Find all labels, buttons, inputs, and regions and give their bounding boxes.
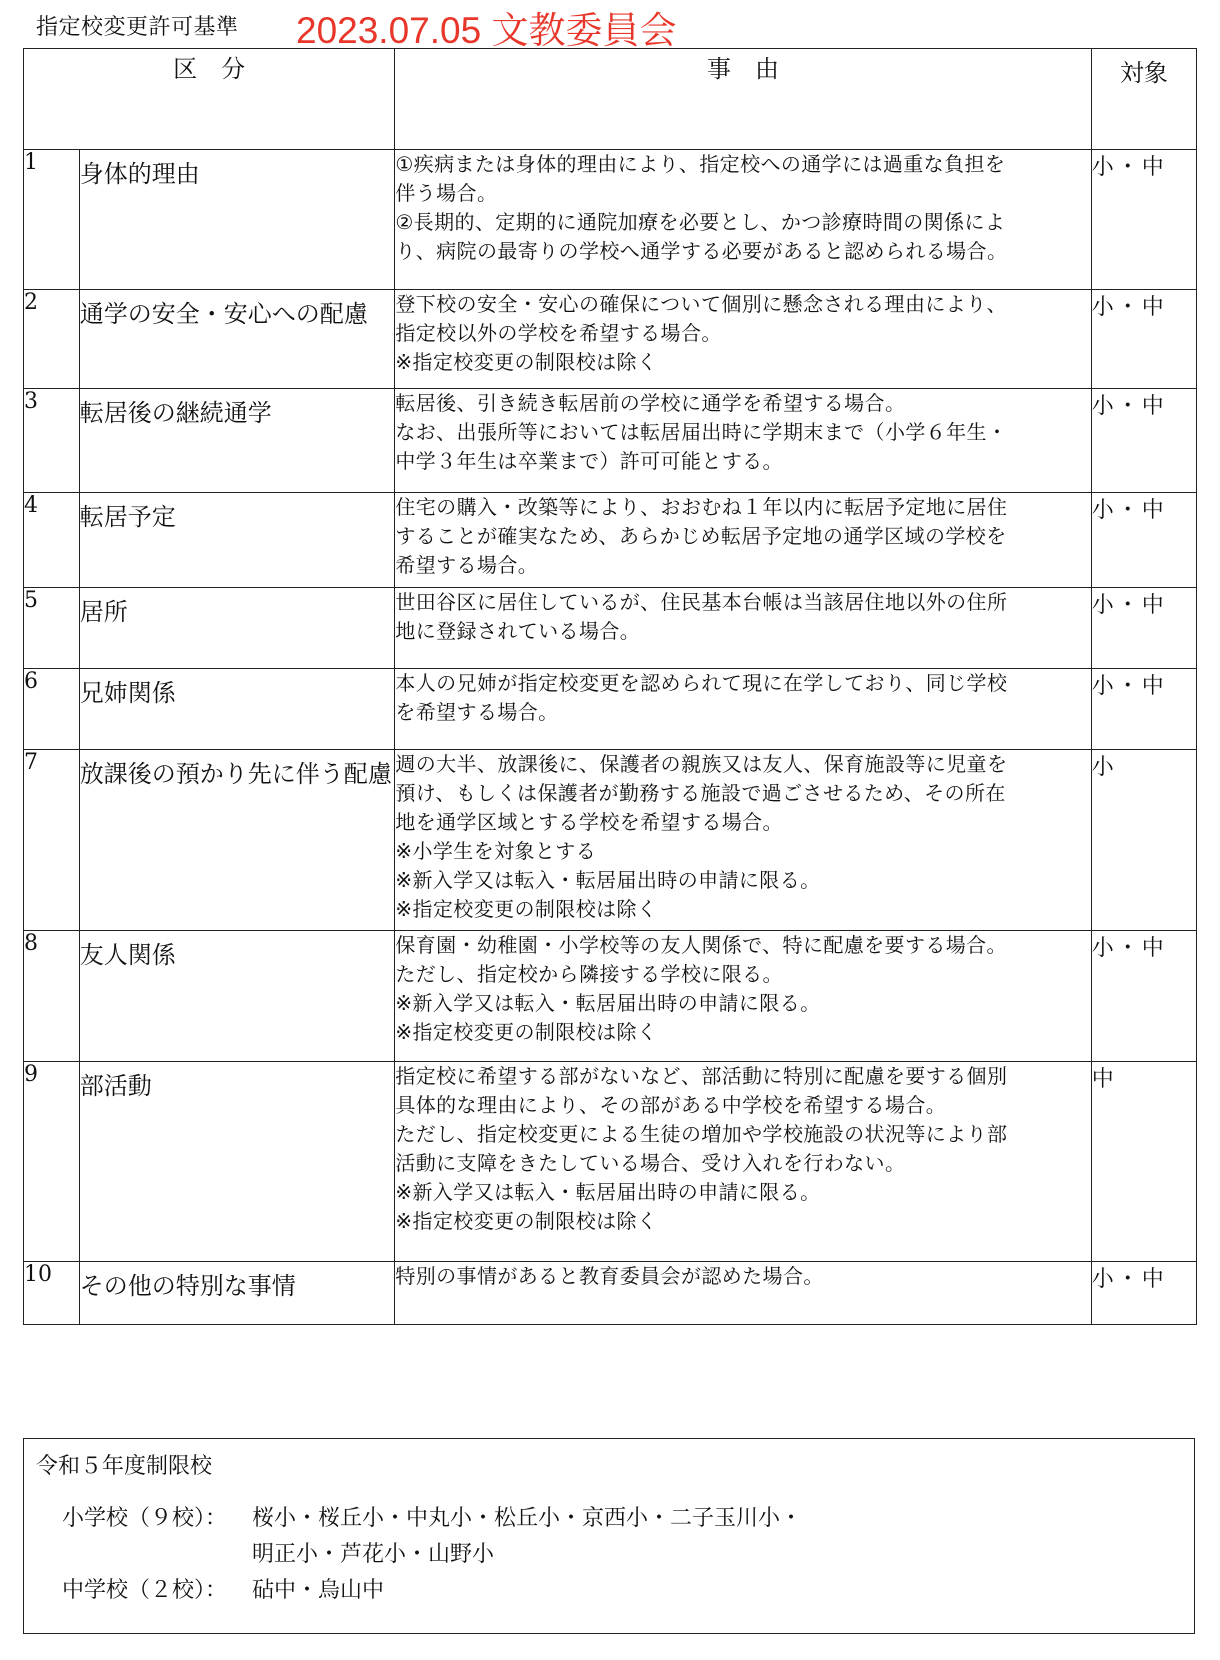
row-category: 身体的理由: [79, 150, 395, 290]
reason-line: り、病院の最寄りの学校へ通学する必要があると認められる場合。: [395, 239, 1008, 263]
reason-line: 指定校に希望する部がないなど、部活動に特別に配慮を要する個別: [395, 1064, 1008, 1088]
reason-line: ※小学生を対象とする: [395, 839, 597, 863]
table-row: [24, 750, 1197, 931]
reason-line: ※新入学又は転入・転居届出時の申請に限る。: [395, 1180, 821, 1204]
reason-line: 預け、もしくは保護者が勤務する施設で過ごさせるため、その所在: [395, 781, 1006, 805]
row-target: 小・中: [1091, 669, 1196, 750]
row-target: 小: [1091, 750, 1196, 931]
table-header-row: [24, 49, 1197, 150]
reason-line: 地に登録されている場合。: [395, 619, 641, 643]
restricted-schools-title: 令和５年度制限校: [36, 1454, 213, 1479]
row-reason: [395, 493, 1091, 588]
table-row: [24, 389, 1197, 493]
elementary-schools-line1: 桜小・桜丘小・中丸小・松丘小・京西小・二子玉川小・: [252, 1506, 803, 1531]
row-reason: [395, 150, 1091, 290]
row-number: 3: [24, 389, 80, 493]
row-target: 小・中: [1091, 1262, 1196, 1325]
document-title: 指定校変更許可基準: [36, 15, 239, 40]
row-reason: [395, 669, 1091, 750]
reason-line: ※指定校変更の制限校は除く: [395, 1209, 658, 1233]
table-row: [24, 493, 1197, 588]
elementary-schools-line2: 明正小・芦花小・山野小: [252, 1542, 495, 1567]
row-reason: [395, 1062, 1091, 1262]
header-category: 区 分: [24, 49, 395, 150]
restricted-schools-box: [23, 1438, 1195, 1634]
row-category: 友人関係: [79, 931, 395, 1062]
elementary-row: [62, 1501, 802, 1532]
row-category: その他の特別な事情: [79, 1262, 395, 1325]
reason-line: 保育園・幼稚園・小学校等の友人関係で、特に配慮を要する場合。: [395, 933, 1007, 957]
header-reason: 事 由: [395, 49, 1091, 150]
row-category: 放課後の預かり先に伴う配慮: [79, 750, 395, 931]
row-number: 5: [24, 588, 80, 669]
row-number: 2: [24, 290, 80, 389]
table-row: [24, 931, 1197, 1062]
row-number: 10: [24, 1262, 80, 1325]
row-number: 6: [24, 669, 80, 750]
junior-row: [62, 1573, 384, 1604]
reason-line: ①疾病または身体的理由により、指定校への通学には過重な負担を: [395, 152, 1006, 176]
table-row: [24, 1062, 1197, 1262]
row-target: 小・中: [1091, 290, 1196, 389]
reason-line: 具体的な理由により、その部がある中学校を希望する場合。: [395, 1093, 947, 1117]
row-target: 小・中: [1091, 150, 1196, 290]
table-row: [24, 1262, 1197, 1325]
row-number: 9: [24, 1062, 80, 1262]
reason-line: 週の大半、放課後に、保護者の親族又は友人、保育施設等に児童を: [395, 752, 1008, 776]
elementary-row-cont: [62, 1537, 494, 1568]
reason-line: 活動に支障をきたしている場合、受け入れを行わない。: [395, 1151, 906, 1175]
junior-schools: 砧中・烏山中: [252, 1578, 385, 1603]
reason-line: ※指定校変更の制限校は除く: [395, 897, 658, 921]
row-category: 兄姉関係: [79, 669, 395, 750]
reason-line: 中学３年生は卒業まで）許可可能とする。: [395, 449, 783, 473]
row-number: 8: [24, 931, 80, 1062]
row-reason: [395, 931, 1091, 1062]
criteria-table: [23, 48, 1197, 1325]
row-reason: [395, 750, 1091, 931]
header-target: 対象: [1091, 49, 1196, 150]
reason-line: 指定校以外の学校を希望する場合。: [395, 321, 722, 345]
reason-line: 住宅の購入・改築等により、おおむね１年以内に転居予定地に居住: [395, 495, 1008, 519]
row-target: 小・中: [1091, 588, 1196, 669]
row-target: 中: [1091, 1062, 1196, 1262]
reason-line: 地を通学区域とする学校を希望する場合。: [395, 810, 783, 834]
table-row: [24, 588, 1197, 669]
reason-line: ※指定校変更の制限校は除く: [395, 1020, 658, 1044]
row-target: 小・中: [1091, 389, 1196, 493]
row-reason: [395, 588, 1091, 669]
reason-line: 伴う場合。: [395, 181, 498, 205]
reason-line: 転居後、引き続き転居前の学校に通学を希望する場合。: [395, 391, 906, 415]
reason-line: を希望する場合。: [395, 700, 559, 724]
row-category: 部活動: [79, 1062, 395, 1262]
reason-line: ただし、指定校から隣接する学校に限る。: [395, 962, 783, 986]
reason-line: 特別の事情があると教育委員会が認めた場合。: [395, 1264, 824, 1288]
row-category: 通学の安全・安心への配慮: [79, 290, 395, 389]
row-reason: [395, 290, 1091, 389]
row-number: 1: [24, 150, 80, 290]
reason-line: することが確実なため、あらかじめ転居予定地の通学区域の学校を: [395, 524, 1007, 548]
table-row: [24, 150, 1197, 290]
table-row: [24, 290, 1197, 389]
junior-label: 中学校（２校）：: [62, 1578, 228, 1603]
table-row: [24, 669, 1197, 750]
committee-date-stamp: 2023.07.05 文教委員会: [296, 10, 677, 51]
reason-line: 希望する場合。: [395, 553, 539, 577]
row-number: 4: [24, 493, 80, 588]
row-number: 7: [24, 750, 80, 931]
row-category: 居所: [79, 588, 395, 669]
row-target: 小・中: [1091, 493, 1196, 588]
reason-line: ※新入学又は転入・転居届出時の申請に限る。: [395, 868, 821, 892]
reason-line: 本人の兄姉が指定校変更を認められて現に在学しており、同じ学校: [395, 671, 1008, 695]
elementary-label: 小学校（９校）：: [62, 1506, 228, 1531]
reason-line: ただし、指定校変更による生徒の増加や学校施設の状況等により部: [395, 1122, 1008, 1146]
row-target: 小・中: [1091, 931, 1196, 1062]
reason-line: ※新入学又は転入・転居届出時の申請に限る。: [395, 991, 821, 1015]
row-category: 転居後の継続通学: [79, 389, 395, 493]
row-reason: [395, 1262, 1091, 1325]
reason-line: ※指定校変更の制限校は除く: [395, 350, 658, 374]
row-category: 転居予定: [79, 493, 395, 588]
reason-line: なお、出張所等においては転居届出時に学期末まで（小学６年生・: [395, 420, 1008, 444]
reason-line: 登下校の安全・安心の確保について個別に懸念される理由により、: [395, 292, 1007, 316]
reason-line: ②長期的、定期的に通院加療を必要とし、かつ診療時間の関係によ: [395, 210, 1006, 234]
row-reason: [395, 389, 1091, 493]
reason-line: 世田谷区に居住しているが、住民基本台帳は当該居住地以外の住所: [395, 590, 1008, 614]
